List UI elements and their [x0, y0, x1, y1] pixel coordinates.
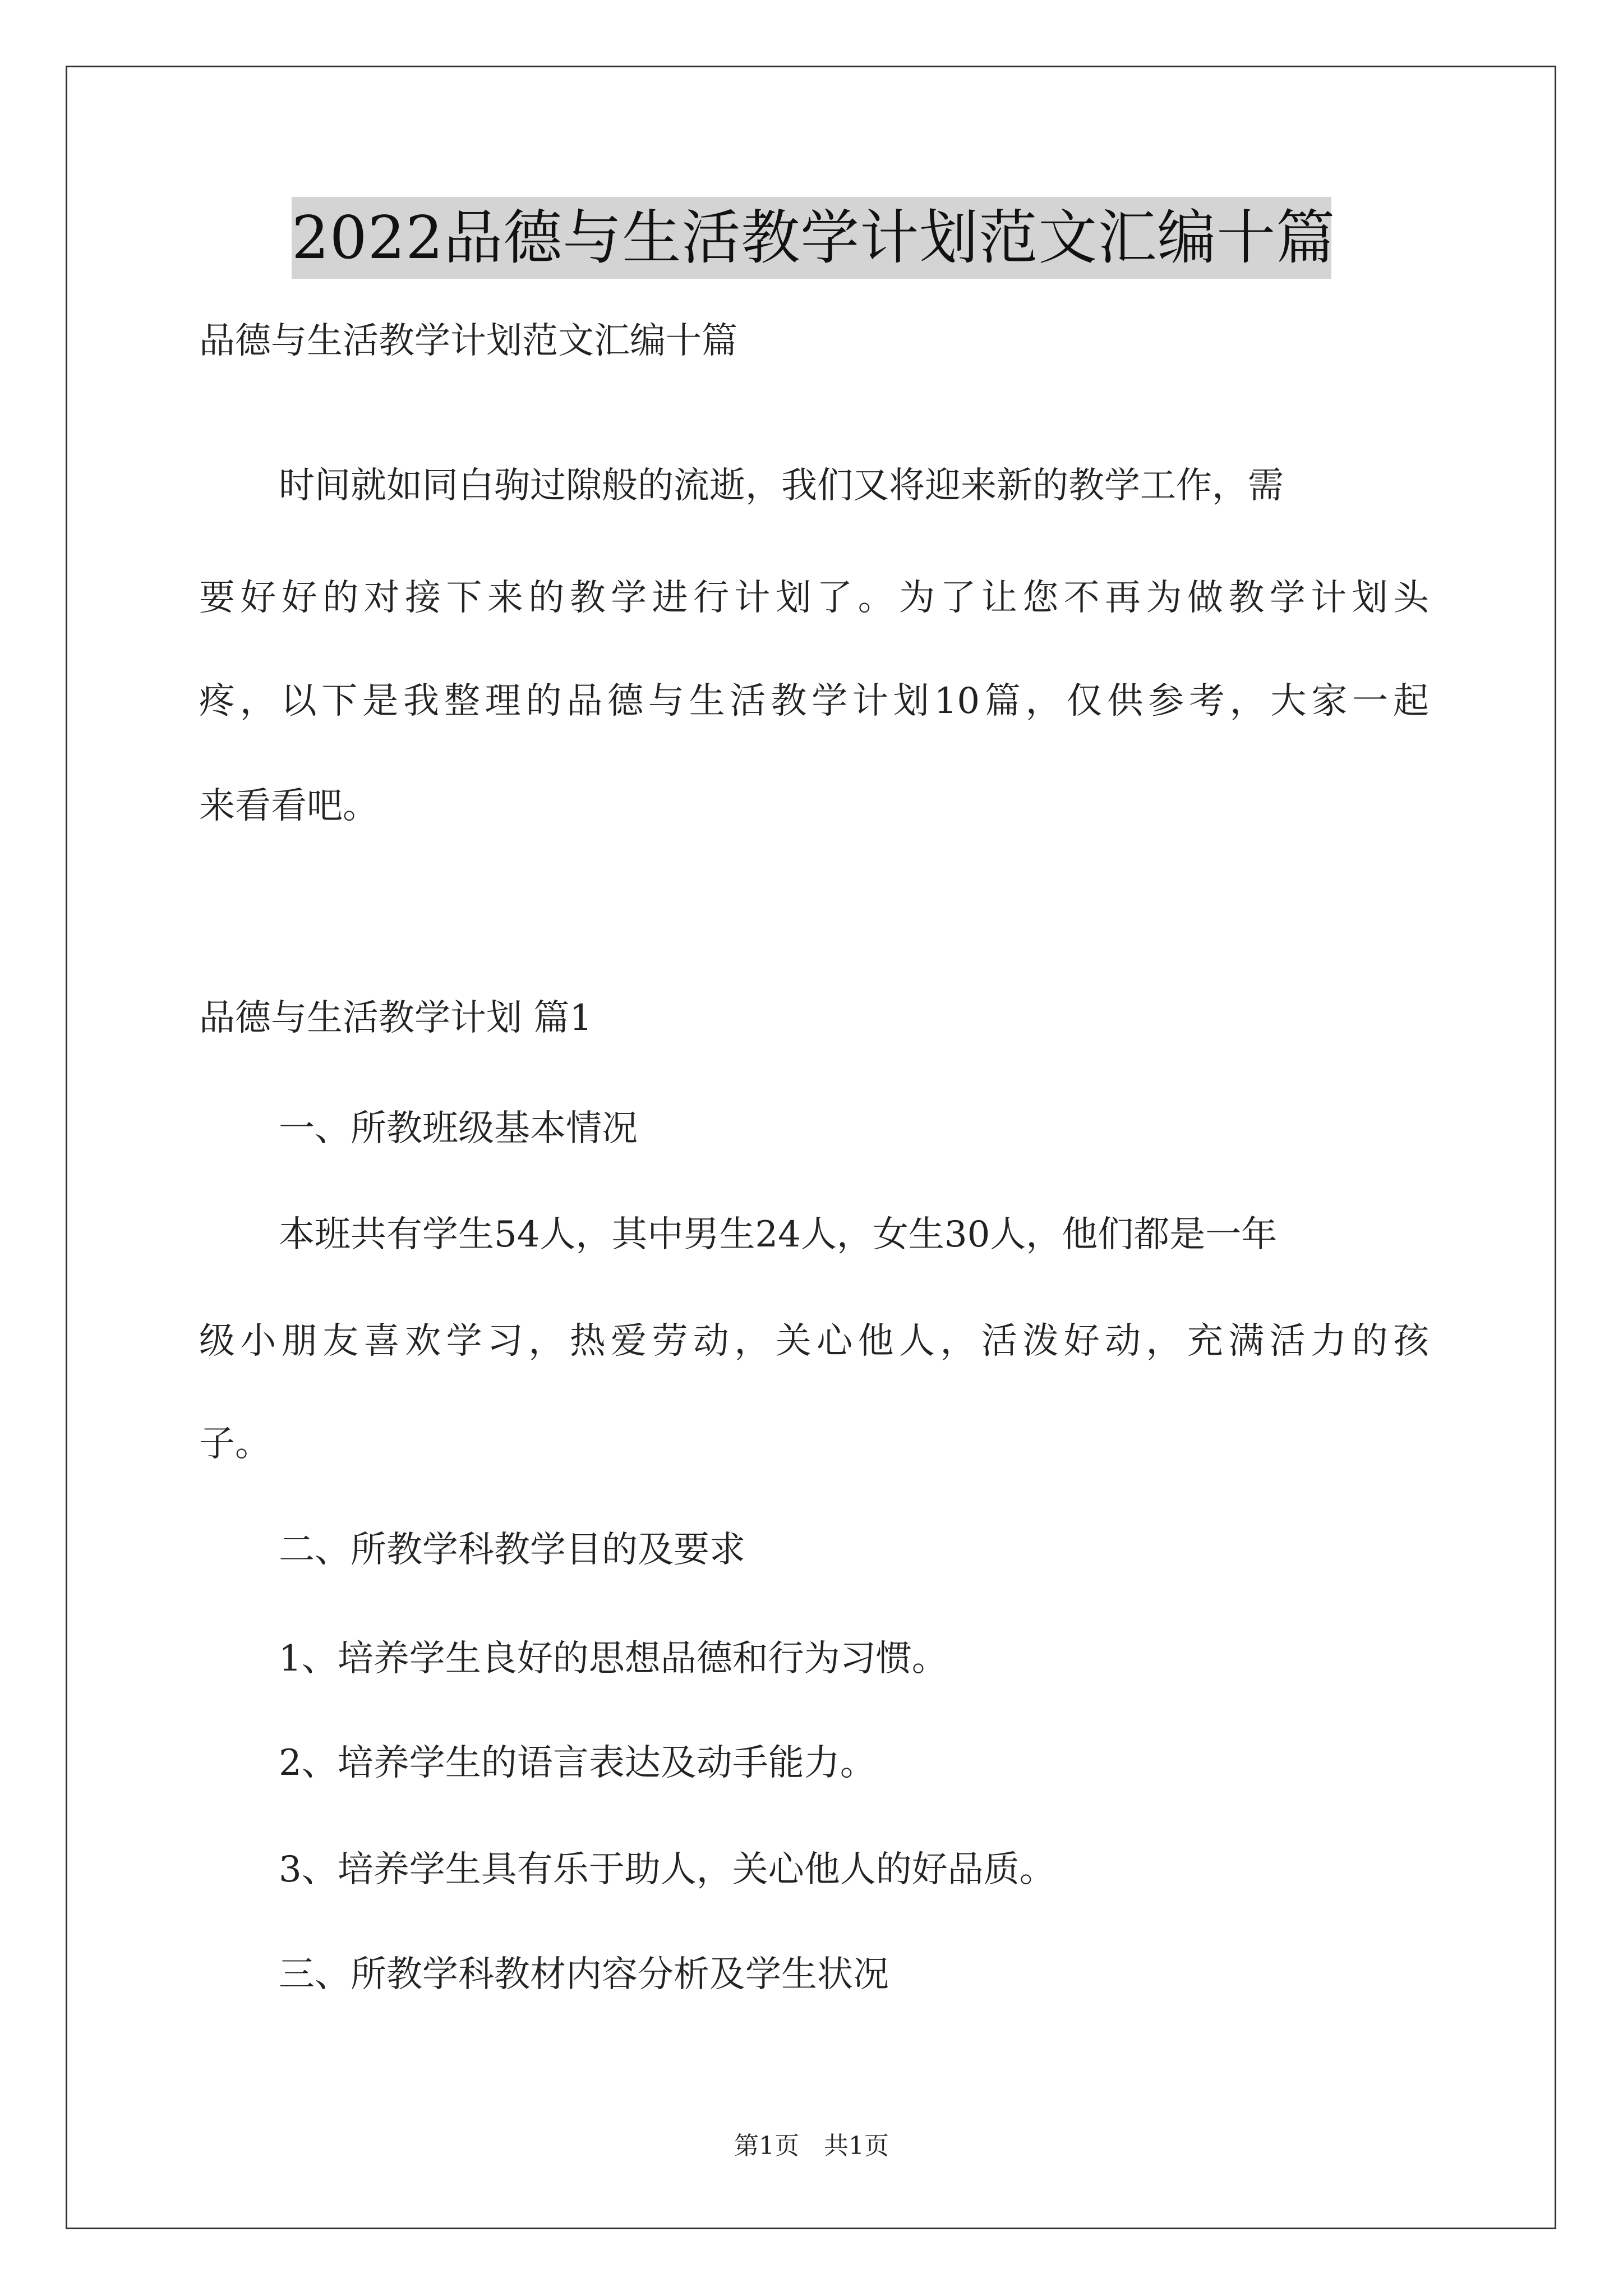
heading-teaching-goals: 二、所教学科教学目的及要求	[279, 1529, 745, 1571]
document-title: 2022品德与生活教学计划范文汇编十篇	[292, 197, 1331, 279]
goal-item-1: 1、培养学生良好的思想品德和行为习惯。	[279, 1638, 948, 1680]
heading-class-info: 一、所教班级基本情况	[279, 1108, 638, 1149]
class-info-line-3: 子。	[199, 1423, 271, 1465]
intro-line-1: 时间就如同白驹过隙般的流逝，我们又将迎来新的教学工作，需	[279, 465, 1284, 507]
page-number: 第1页	[734, 2132, 799, 2160]
page-total: 共1页	[824, 2132, 889, 2160]
class-info-line-2: 级小朋友喜欢学习，热爱劳动，关心他人，活泼好动，充满活力的孩	[199, 1320, 1429, 1362]
section-heading: 品德与生活教学计划 篇1	[199, 997, 593, 1039]
goal-item-2: 2、培养学生的语言表达及动手能力。	[279, 1742, 876, 1784]
heading-content-analysis: 三、所教学科教材内容分析及学生状况	[279, 1954, 889, 1995]
page-footer	[0, 2129, 1623, 2163]
intro-line-3: 疼，以下是我整理的品德与生活教学计划10篇，仅供参考，大家一起	[199, 680, 1429, 722]
class-info-line-1: 本班共有学生54人，其中男生24人，女生30人，他们都是一年	[279, 1214, 1278, 1255]
document-subtitle: 品德与生活教学计划范文汇编十篇	[199, 320, 737, 362]
goal-item-3: 3、培养学生具有乐于助人，关心他人的好品质。	[279, 1849, 1055, 1890]
intro-line-2: 要好好的对接下来的教学进行计划了。为了让您不再为做教学计划头	[199, 577, 1429, 619]
intro-line-4: 来看看吧。	[199, 785, 379, 827]
